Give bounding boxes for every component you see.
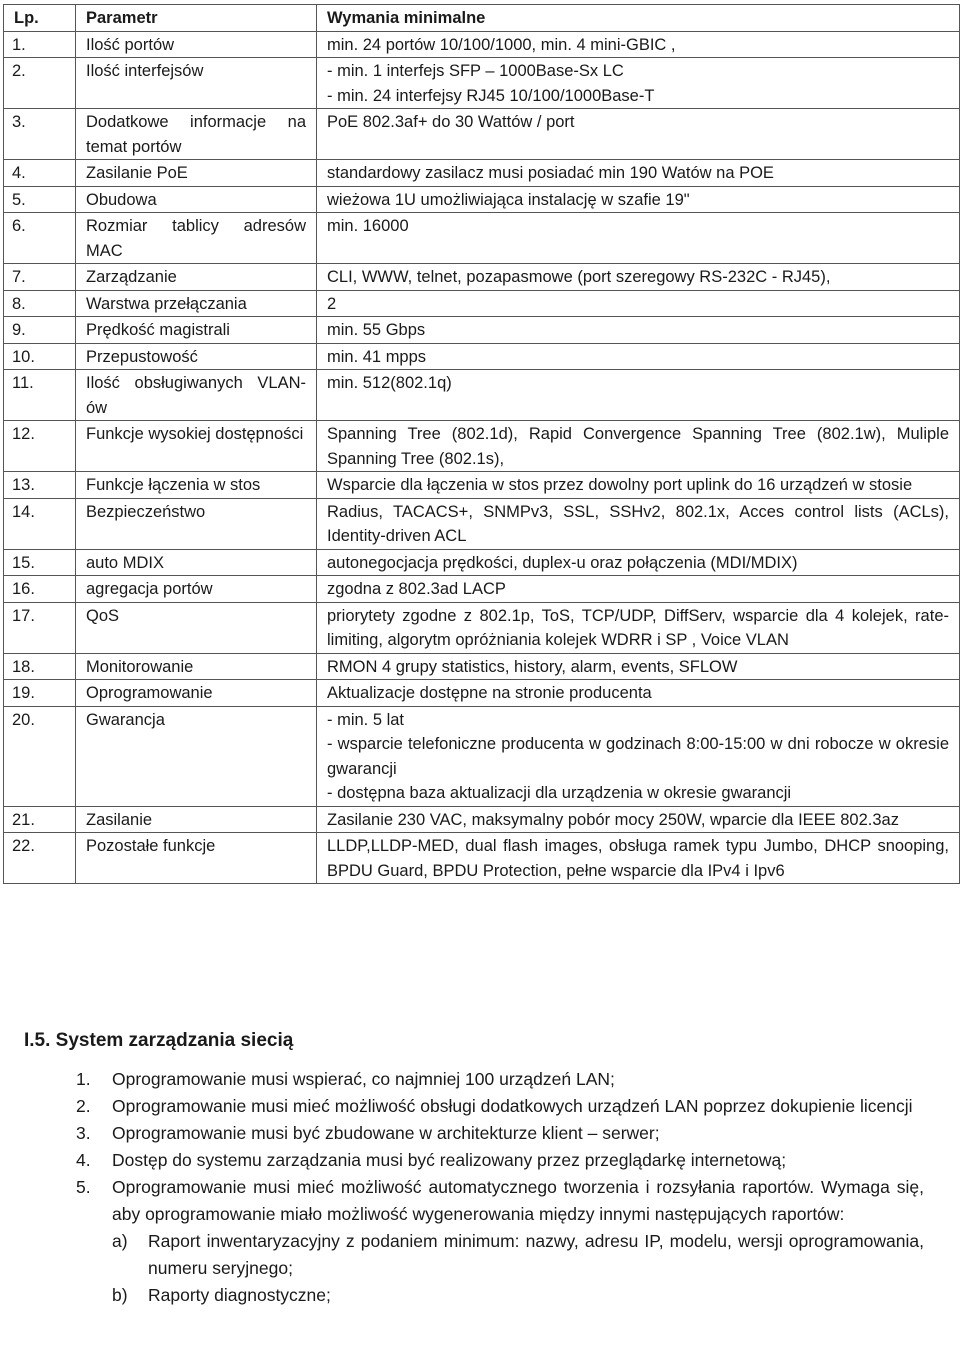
row-requirement: standardowy zasilacz musi posiadać min 190 Watów na POE: [317, 160, 960, 187]
row-number: 14.: [4, 498, 76, 549]
row-parameter: agregacja portów: [76, 576, 317, 603]
row-parameter: Oprogramowanie: [76, 680, 317, 707]
row-requirement: priorytety zgodne z 802.1p, ToS, TCP/UDP, DiffServ, wsparcie dla 4 kolejek, rate-limiting, algorytm opróżniania kolejek WDRR i SP , Voice VLAN: [317, 602, 960, 653]
sub-list-item-text: Raport inwentaryzacyjny z podaniem minimum: nazwy, adresu IP, modelu, wersji oprogramowania, numeru seryjnego;: [148, 1231, 924, 1278]
sub-list-item-letter: a): [112, 1231, 128, 1251]
row-requirement: Zasilanie 230 VAC, maksymalny pobór mocy 250W, wparcie dla IEEE 802.3az: [317, 806, 960, 833]
table-row: [4, 370, 960, 421]
row-requirement: autonegocjacja prędkości, duplex-u oraz połączenia (MDI/MDIX): [317, 549, 960, 576]
row-parameter: Pozostałe funkcje: [76, 833, 317, 884]
row-requirement: min. 55 Gbps: [317, 317, 960, 344]
header-parametr: Parametr: [76, 5, 317, 32]
table-row: [4, 602, 960, 653]
table-row: [4, 680, 960, 707]
row-number: 20.: [4, 706, 76, 806]
list-item-number: 2.: [76, 1096, 91, 1116]
requirements-table: [3, 4, 960, 884]
row-requirement: RMON 4 grupy statistics, history, alarm, events, SFLOW: [317, 653, 960, 680]
table-row: [4, 109, 960, 160]
table-body: [4, 31, 960, 884]
row-number: 10.: [4, 343, 76, 370]
row-parameter: Funkcje wysokiej dostępności: [76, 421, 317, 472]
row-number: 9.: [4, 317, 76, 344]
row-parameter: QoS: [76, 602, 317, 653]
row-requirement: min. 512(802.1q): [317, 370, 960, 421]
table-row: [4, 31, 960, 58]
row-parameter: Ilość interfejsów: [76, 58, 317, 109]
row-requirement: CLI, WWW, telnet, pozapasmowe (port szeregowy RS-232C - RJ45),: [317, 264, 960, 291]
row-number: 17.: [4, 602, 76, 653]
table-row: [4, 213, 960, 264]
list-item-text: Oprogramowanie musi mieć możliwość obsługi dodatkowych urządzeń LAN poprzez dokupienie licencji: [112, 1096, 913, 1116]
row-parameter: Funkcje łączenia w stos: [76, 472, 317, 499]
table-row: [4, 576, 960, 603]
requirements-list: [24, 1066, 924, 1309]
row-requirement: min. 24 portów 10/100/1000, min. 4 mini-GBIC ,: [317, 31, 960, 58]
list-item: [76, 1066, 924, 1093]
row-parameter: Warstwa przełączania: [76, 290, 317, 317]
row-number: 5.: [4, 186, 76, 213]
list-item-text: Oprogramowanie musi wspierać, co najmniej 100 urządzeń LAN;: [112, 1069, 615, 1089]
table-row: [4, 653, 960, 680]
row-number: 16.: [4, 576, 76, 603]
row-parameter: Zasilanie PoE: [76, 160, 317, 187]
row-parameter: auto MDIX: [76, 549, 317, 576]
sub-list-item-text: Raporty diagnostyczne;: [148, 1285, 331, 1305]
row-number: 15.: [4, 549, 76, 576]
header-lp: Lp.: [4, 5, 76, 32]
row-number: 1.: [4, 31, 76, 58]
table-row: [4, 472, 960, 499]
management-system-section: [24, 1030, 924, 1309]
row-requirement: LLDP,LLDP-MED, dual flash images, obsługa ramek typu Jumbo, DHCP snooping, BPDU Guard, BPDU Protection, pełne wsparcie dla IPv4 i Ipv6: [317, 833, 960, 884]
row-number: 13.: [4, 472, 76, 499]
row-number: 19.: [4, 680, 76, 707]
row-requirement: PoE 802.3af+ do 30 Wattów / port: [317, 109, 960, 160]
sub-list-item: [112, 1282, 924, 1309]
row-number: 7.: [4, 264, 76, 291]
list-item: [76, 1093, 924, 1120]
row-number: 2.: [4, 58, 76, 109]
row-number: 11.: [4, 370, 76, 421]
row-parameter: Obudowa: [76, 186, 317, 213]
row-parameter: Monitorowanie: [76, 653, 317, 680]
row-number: 18.: [4, 653, 76, 680]
report-types-list: [112, 1228, 924, 1309]
row-number: 3.: [4, 109, 76, 160]
row-requirement: Spanning Tree (802.1d), Rapid Convergence Spanning Tree (802.1w), Muliple Spanning Tree (802.1s),: [317, 421, 960, 472]
row-number: 4.: [4, 160, 76, 187]
row-parameter: Przepustowość: [76, 343, 317, 370]
table-header-row: [4, 5, 960, 32]
table-row: [4, 498, 960, 549]
row-parameter: Prędkość magistrali: [76, 317, 317, 344]
table-row: [4, 706, 960, 806]
table-row: [4, 186, 960, 213]
header-wymagania: Wymania minimalne: [317, 5, 960, 32]
list-item: [76, 1174, 924, 1309]
row-parameter: Rozmiar tablicy adresów MAC: [76, 213, 317, 264]
row-parameter: Bezpieczeństwo: [76, 498, 317, 549]
sub-list-item: [112, 1228, 924, 1282]
table-row: [4, 806, 960, 833]
list-item-text: Oprogramowanie musi mieć możliwość automatycznego tworzenia i rozsyłania raportów. Wymaga się, aby oprogramowanie miało możliwość wygenerowania między innymi następujących raportów:: [112, 1177, 924, 1224]
row-number: 21.: [4, 806, 76, 833]
list-item-number: 1.: [76, 1069, 91, 1089]
list-item-text: Oprogramowanie musi być zbudowane w architekturze klient – serwer;: [112, 1123, 660, 1143]
row-requirement: - min. 5 lat - wsparcie telefoniczne producenta w godzinach 8:00-15:00 w dni robocze w okresie gwarancji - dostępna baza aktualizacji dla urządzenia w okresie gwarancji: [317, 706, 960, 806]
row-parameter: Zarządzanie: [76, 264, 317, 291]
row-requirement: 2: [317, 290, 960, 317]
section-title: I.5. System zarządzania siecią: [24, 1030, 294, 1051]
row-parameter: Ilość portów: [76, 31, 317, 58]
table-row: [4, 549, 960, 576]
row-requirement: Radius, TACACS+, SNMPv3, SSL, SSHv2, 802.1x, Acces control lists (ACLs), Identity-driven ACL: [317, 498, 960, 549]
row-parameter: Zasilanie: [76, 806, 317, 833]
table-row: [4, 317, 960, 344]
row-parameter: Dodatkowe informacje na temat portów: [76, 109, 317, 160]
row-requirement: zgodna z 802.3ad LACP: [317, 576, 960, 603]
table-row: [4, 160, 960, 187]
table-row: [4, 58, 960, 109]
row-number: 12.: [4, 421, 76, 472]
table-row: [4, 421, 960, 472]
row-requirement: Aktualizacje dostępne na stronie producenta: [317, 680, 960, 707]
table-row: [4, 290, 960, 317]
row-parameter: Ilość obsługiwanych VLAN-ów: [76, 370, 317, 421]
list-item-number: 5.: [76, 1177, 91, 1197]
row-number: 6.: [4, 213, 76, 264]
list-item: [76, 1147, 924, 1174]
list-item-number: 4.: [76, 1150, 91, 1170]
row-requirement: Wsparcie dla łączenia w stos przez dowolny port uplink do 16 urządzeń w stosie: [317, 472, 960, 499]
table-row: [4, 833, 960, 884]
list-item-number: 3.: [76, 1123, 91, 1143]
row-number: 8.: [4, 290, 76, 317]
row-requirement: min. 16000: [317, 213, 960, 264]
sub-list-item-letter: b): [112, 1285, 128, 1305]
row-requirement: - min. 1 interfejs SFP – 1000Base-Sx LC - min. 24 interfejsy RJ45 10/100/1000Base-T: [317, 58, 960, 109]
list-item: [76, 1120, 924, 1147]
row-number: 22.: [4, 833, 76, 884]
row-requirement: wieżowa 1U umożliwiająca instalację w szafie 19": [317, 186, 960, 213]
list-item-text: Dostęp do systemu zarządzania musi być realizowany przez przeglądarkę internetową;: [112, 1150, 787, 1170]
row-parameter: Gwarancja: [76, 706, 317, 806]
table-row: [4, 343, 960, 370]
row-requirement: min. 41 mpps: [317, 343, 960, 370]
table-row: [4, 264, 960, 291]
